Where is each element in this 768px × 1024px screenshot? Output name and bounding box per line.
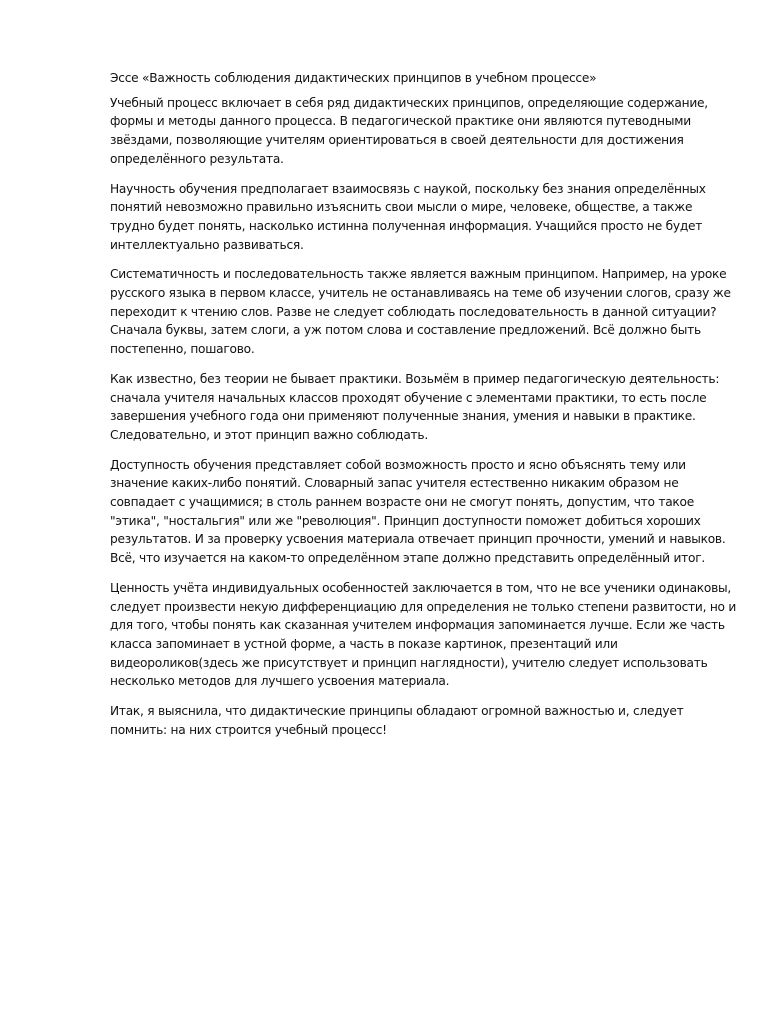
paragraph-line: Систематичность и последовательность также является важным принципом. Например, на уроке: [110, 267, 727, 282]
paragraph-line: Ценность учёта индивидуальных особенностей заключается в том, что не все ученики одинаковы,: [110, 580, 732, 595]
paragraph-line: Всё, что изучается на каком-то определённом этапе должно представить определённый итог.: [110, 551, 705, 566]
essay-title: Эссе «Важность соблюдения дидактических принципов в учебном процессе»: [110, 71, 597, 85]
paragraph-line: формы и методы данного процесса. В педагогической практике они являются путеводными: [110, 114, 691, 129]
paragraph-line: понятий невозможно правильно изъяснить свои мысли о мире, человеке, обществе, а также: [110, 200, 693, 215]
paragraph-line: помнить: на них строится учебный процесс!: [110, 722, 387, 737]
paragraph-line: результатов. И за проверку усвоения материала отвечает принцип прочности, умений и навыков.: [110, 532, 726, 547]
paragraph-1: [110, 94, 710, 169]
paragraph-line: Сначала буквы, затем слоги, а уж потом слова и составление предложений. Всё должно быть: [110, 323, 701, 338]
paragraph-line: следует произвести некую дифференциацию для определения не только степени развитости, но и: [110, 599, 737, 614]
paragraph-line: Научность обучения предполагает взаимосвязь с наукой, поскольку без знания определённых: [110, 181, 706, 196]
paragraph-3: [110, 265, 731, 359]
paragraph-2: [110, 180, 710, 255]
paragraph-line: Доступность обучения представляет собой возможность просто и ясно объяснять тему или: [110, 457, 686, 472]
paragraph-4: [110, 370, 720, 445]
paragraph-line: класса запоминает в устной форме, а часть в показе картинок, презентаций или: [110, 636, 618, 651]
paragraph-line: совпадает с учащимися; в столь раннем возрасте они не смогут понять, допустим, что такое: [110, 495, 694, 510]
paragraph-line: Как известно, без теории не бывает практики. Возьмём в пример педагогическую деятельность:: [110, 371, 720, 386]
document-content: [110, 69, 737, 751]
essay-body: [110, 94, 737, 740]
paragraph-line: для того, чтобы понять как сказанная учителем информация запоминается лучше. Если же часть: [110, 618, 725, 633]
paragraph-line: звёздами, позволяющие учителям ориентироваться в своей деятельности для достижения: [110, 133, 684, 148]
paragraph-line: "этика", "ностальгия" или же "революция". Принцип доступности поможет добиться хороших: [110, 513, 701, 528]
paragraph-line: значение каких-либо понятий. Словарный запас учителя естественно никаким образом не: [110, 476, 679, 491]
paragraph-line: трудно будет понять, насколько истинна полученная информация. Учащийся просто не будет: [110, 218, 703, 233]
paragraph-line: видеороликов(здесь же присутствует и принцип наглядности), учителю следует использовать: [110, 655, 708, 670]
paragraph-line: Следовательно, и этот принцип важно соблюдать.: [110, 427, 428, 442]
paragraph-5: [110, 456, 726, 568]
paragraph-line: завершения учебного года они применяют полученные знания, умения и навыки в практике.: [110, 409, 696, 424]
paragraph-line: сначала учителя начальных классов проходят обучение с элементами практики, то есть после: [110, 390, 707, 405]
paragraph-line: Учебный процесс включает в себя ряд дидактических принципов, определяющие содержание,: [110, 95, 708, 110]
paragraph-line: переходит к чтению слов. Разве не следует соблюдать последовательность в данной ситуации?: [110, 304, 717, 319]
paragraph-line: определённого результата.: [110, 151, 284, 166]
paragraph-line: интеллектуально развиваться.: [110, 237, 304, 252]
paragraph-line: русского языка в первом классе, учитель не останавливаясь на теме об изучении слогов, сразу же: [110, 286, 731, 301]
paragraph-line: постепенно, пошагово.: [110, 342, 255, 357]
paragraph-line: Итак, я выяснила, что дидактические принципы обладают огромной важностью и, следует: [110, 704, 684, 719]
paragraph-6: [110, 579, 737, 691]
paragraph-7: [110, 702, 710, 739]
paragraph-line: несколько методов для лучшего усвоения материала.: [110, 674, 450, 689]
